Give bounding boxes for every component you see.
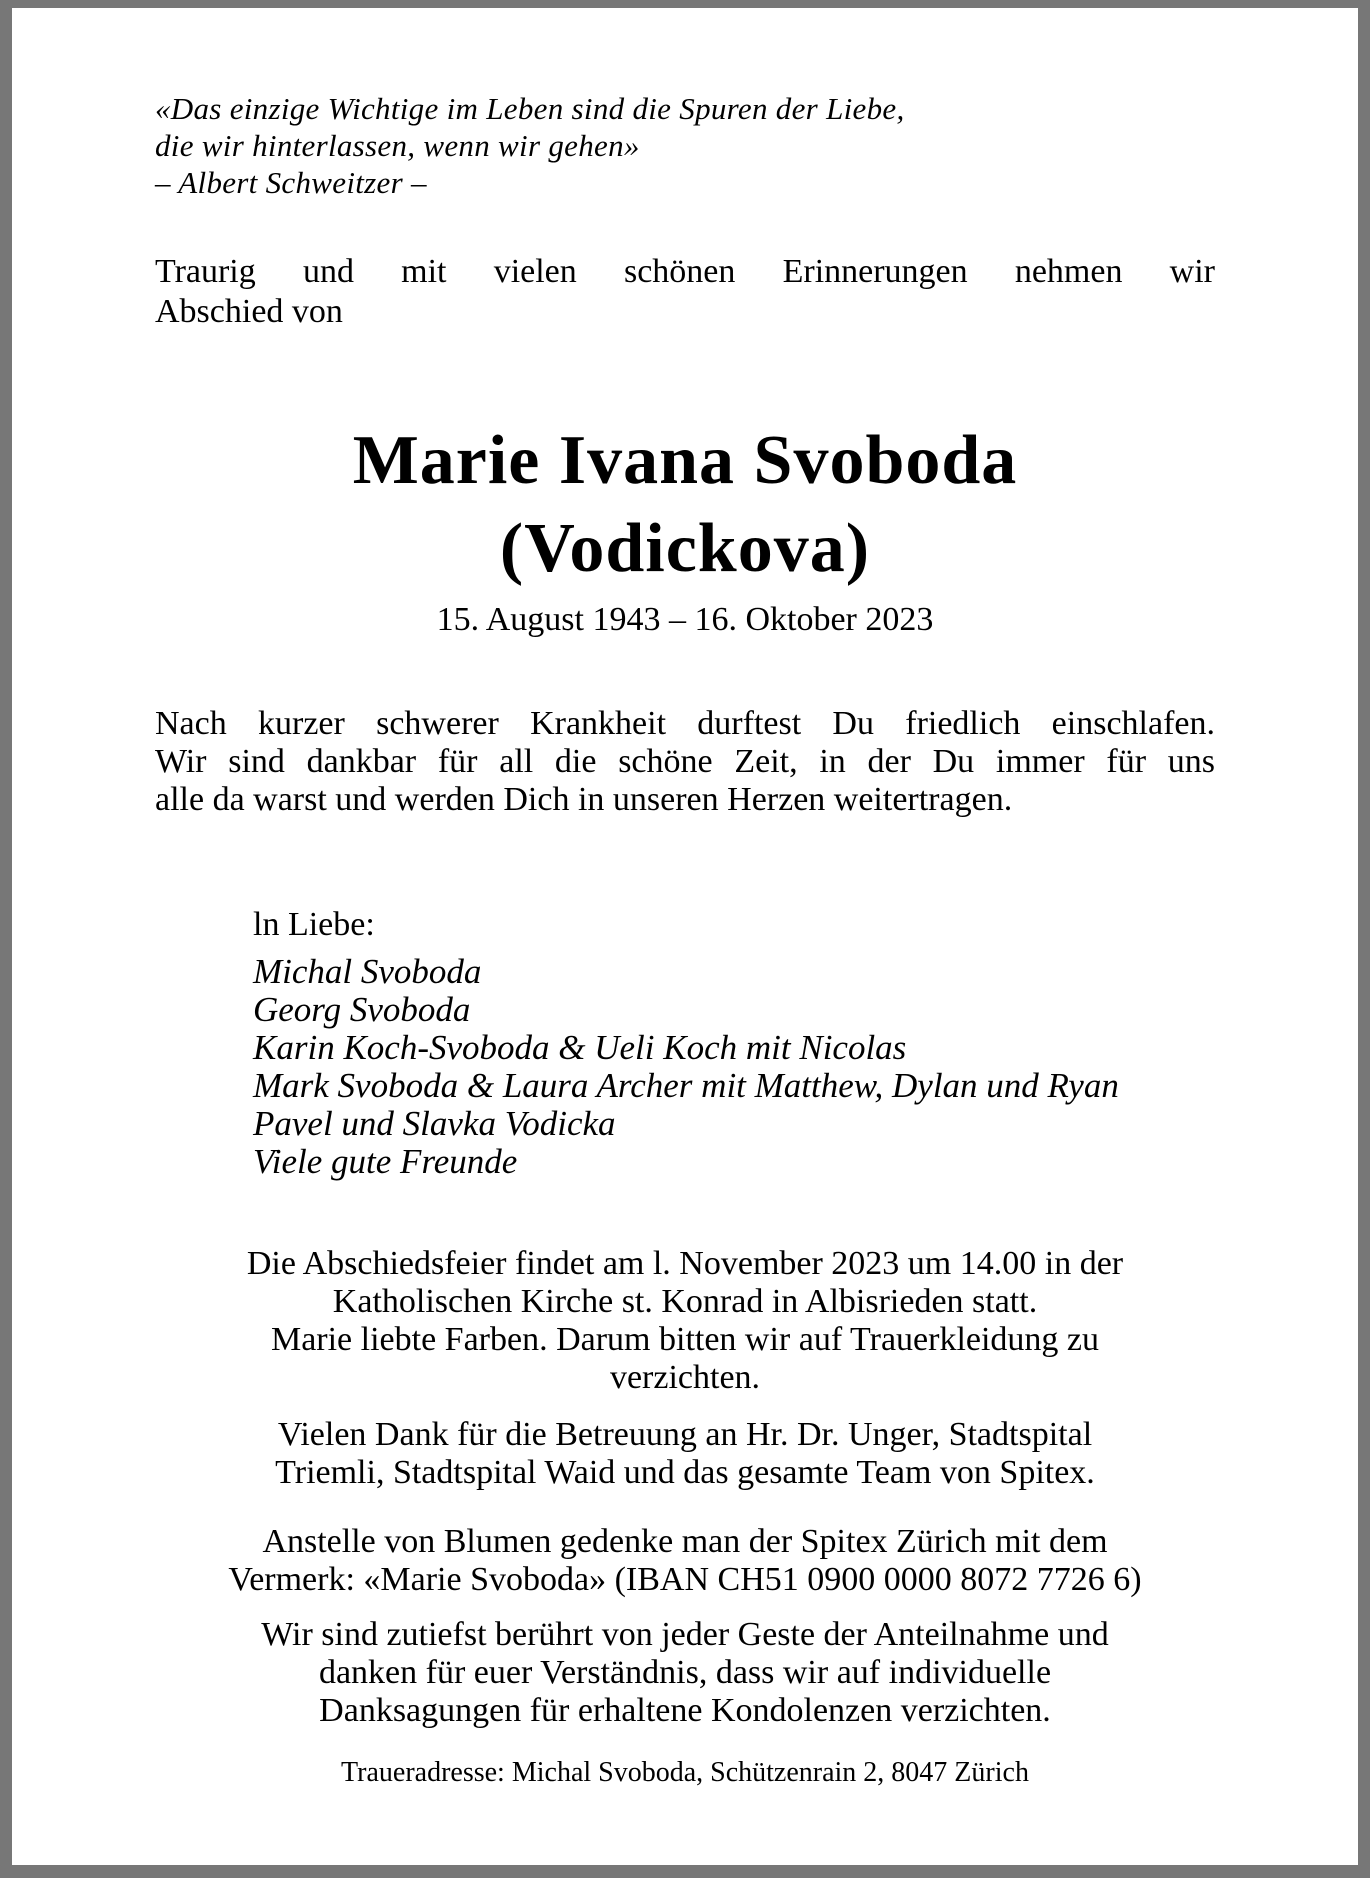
service-line: Marie liebte Farben. Darum bitten wir auf Trauerkleidung zu bbox=[270, 1321, 1100, 1358]
mourner-line: Pavel und Slavka Vodicka bbox=[253, 1104, 616, 1143]
mourner-line: Mark Svoboda & Laura Archer mit Matthew, Dylan und Ryan bbox=[253, 1066, 1119, 1105]
donation-line: Anstelle von Blumen gedenke man der Spitex Zürich mit dem bbox=[262, 1523, 1108, 1560]
mourning-address: Traueradresse: Michal Svoboda, Schützenrain 2, 8047 Zürich bbox=[341, 1757, 1029, 1788]
farewell-line: alle da warst und werden Dich in unseren Herzen weitertragen. bbox=[155, 781, 1013, 818]
deceased-name-line: Marie Ivana Svoboda bbox=[352, 422, 1018, 499]
mourner-line: Georg Svoboda bbox=[253, 990, 471, 1029]
farewell-line: Nach kurzer schwerer Krankheit durftest Du friedlich einschlafen. bbox=[155, 705, 1215, 742]
mourner-line: Karin Koch-Svoboda & Ueli Koch mit Nicolas bbox=[253, 1028, 907, 1067]
mourner-line: Viele gute Freunde bbox=[253, 1142, 518, 1181]
in-love-section bbox=[155, 905, 1215, 1181]
obituary-content bbox=[12, 90, 1358, 1790]
condolence-paragraph bbox=[155, 1616, 1215, 1730]
mourners-list bbox=[253, 953, 1215, 1181]
farewell-line: Wir sind dankbar für all die schöne Zeit, in der Du immer für uns bbox=[155, 743, 1215, 780]
deceased-name-line: (Vodickova) bbox=[499, 510, 871, 587]
intro-paragraph bbox=[155, 252, 1215, 332]
thanks-line: Vielen Dank für die Betreuung an Hr. Dr. Unger, Stadtspital bbox=[277, 1416, 1093, 1453]
service-info-paragraph bbox=[155, 1245, 1215, 1397]
donation-line: Vermerk: «Marie Svoboda» (IBAN CH51 0900 0000 8072 7726 6) bbox=[228, 1561, 1142, 1598]
mourner-line: Michal Svoboda bbox=[253, 952, 482, 991]
condolence-line: danken für euer Verständnis, dass wir auf individuelle bbox=[318, 1654, 1052, 1691]
life-dates: 15. August 1943 – 16. Oktober 2023 bbox=[436, 601, 934, 638]
deceased-name bbox=[155, 417, 1215, 593]
quote-line: «Das einzige Wichtige im Leben sind die Spuren der Liebe, bbox=[155, 91, 905, 126]
quote-attribution: – Albert Schweitzer – bbox=[155, 165, 427, 200]
donation-paragraph bbox=[155, 1523, 1215, 1599]
thanks-paragraph bbox=[155, 1416, 1215, 1492]
condolence-line: Danksagungen für erhaltene Kondolenzen verzichten. bbox=[319, 1692, 1051, 1729]
obituary-page bbox=[12, 8, 1358, 1865]
thanks-line: Triemli, Stadtspital Waid und das gesamte Team von Spitex. bbox=[275, 1454, 1095, 1491]
intro-line: Abschied von bbox=[155, 293, 343, 330]
condolence-line: Wir sind zutiefst berührt von jeder Geste der Anteilnahme und bbox=[261, 1616, 1109, 1653]
service-line: Katholischen Kirche st. Konrad in Albisrieden statt. bbox=[332, 1283, 1038, 1320]
intro-line: Traurig und mit vielen schönen Erinnerungen nehmen wir bbox=[155, 253, 1215, 290]
service-line: Die Abschiedsfeier findet am l. November 2023 um 14.00 in der bbox=[246, 1245, 1124, 1282]
quote-line: die wir hinterlassen, wenn wir gehen» bbox=[155, 128, 640, 163]
service-line: verzichten. bbox=[609, 1359, 761, 1396]
in-love-heading: ln Liebe: bbox=[253, 906, 375, 943]
farewell-paragraph bbox=[155, 705, 1215, 819]
epigraph-quote bbox=[155, 90, 1215, 201]
